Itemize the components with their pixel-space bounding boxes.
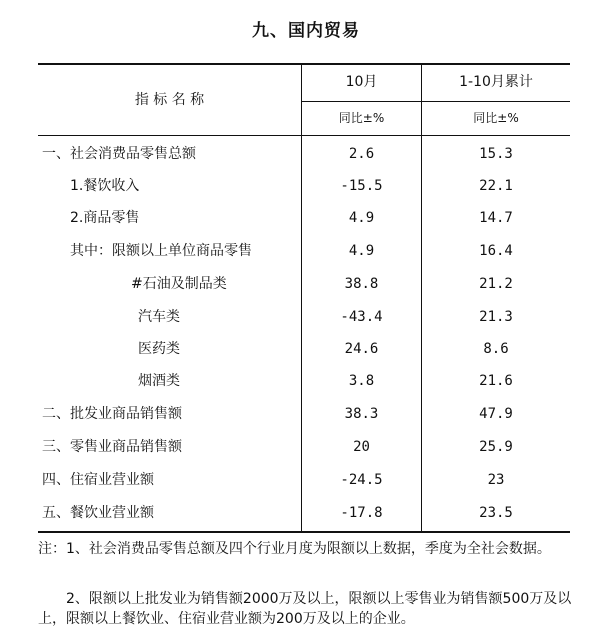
row-value-cumulative: 15.3: [479, 146, 513, 162]
table-bottom-rule: [38, 531, 570, 533]
footnote-2: 2、限额以上批发业为销售额2000万及以上，限额以上零售业为销售额500万及以上，限额以上餐饮业、住宿业营业额为200万及以上的企业。: [38, 591, 572, 627]
header-col-cumulative: 1-10月累计: [459, 74, 533, 90]
row-value-october: 4.9: [348, 210, 375, 226]
row-value-cumulative: 16.4: [479, 243, 513, 259]
row-value-cumulative: 21.3: [479, 309, 513, 325]
row-value-cumulative: 21.6: [479, 373, 513, 389]
row-value-october: 24.6: [344, 341, 379, 357]
row-value-october: -17.8: [340, 505, 383, 521]
table-top-rule: [38, 63, 570, 65]
row-value-cumulative: 21.2: [479, 276, 513, 292]
row-label: 烟酒类: [138, 373, 180, 389]
header-item-name: 指 标 名 称: [134, 92, 205, 108]
row-label: #石油及制品类: [131, 276, 227, 292]
row-value-october: 3.8: [348, 373, 375, 389]
row-value-cumulative: 23: [487, 472, 505, 488]
row-label: 1.餐饮收入: [70, 178, 140, 194]
row-value-cumulative: 23.5: [479, 505, 513, 521]
row-value-october: -15.5: [340, 178, 383, 194]
row-label: 二、批发业商品销售额: [42, 406, 182, 422]
row-value-cumulative: 14.7: [479, 210, 513, 226]
row-label: 四、住宿业营业额: [42, 472, 154, 488]
column-divider-1: [301, 64, 302, 532]
row-value-october: 2.6: [348, 146, 375, 162]
header-sub-cumulative: 同比±%: [473, 111, 519, 125]
column-divider-2: [421, 64, 422, 532]
row-label: 其中：限额以上单位商品零售: [70, 243, 252, 259]
row-value-cumulative: 25.9: [479, 439, 513, 455]
page-title: 九、国内贸易: [252, 21, 360, 41]
row-value-october: -24.5: [340, 472, 383, 488]
row-label: 2.商品零售: [70, 210, 140, 226]
row-value-october: 20: [353, 439, 370, 455]
row-label: 一、社会消费品零售总额: [42, 146, 196, 162]
row-label: 医药类: [138, 341, 180, 357]
row-value-october: 4.9: [348, 243, 375, 259]
row-value-cumulative: 8.6: [483, 341, 509, 357]
row-value-october: -43.4: [340, 309, 383, 325]
header-col-october: 10月: [345, 74, 378, 90]
row-label: 三、零售业商品销售额: [42, 439, 182, 455]
row-label: 五、餐饮业营业额: [42, 505, 154, 521]
row-value-october: 38.3: [344, 406, 379, 422]
row-value-october: 38.8: [344, 276, 379, 292]
footnote-1: 注：1、社会消费品零售总额及四个行业月度为限额以上数据，季度为全社会数据。: [38, 541, 551, 557]
header-sub-october: 同比±%: [338, 111, 385, 125]
header-mid-rule: [301, 101, 570, 102]
row-value-cumulative: 47.9: [479, 406, 513, 422]
row-value-cumulative: 22.1: [479, 178, 513, 194]
row-label: 汽车类: [138, 309, 180, 325]
header-bottom-rule: [38, 135, 570, 136]
